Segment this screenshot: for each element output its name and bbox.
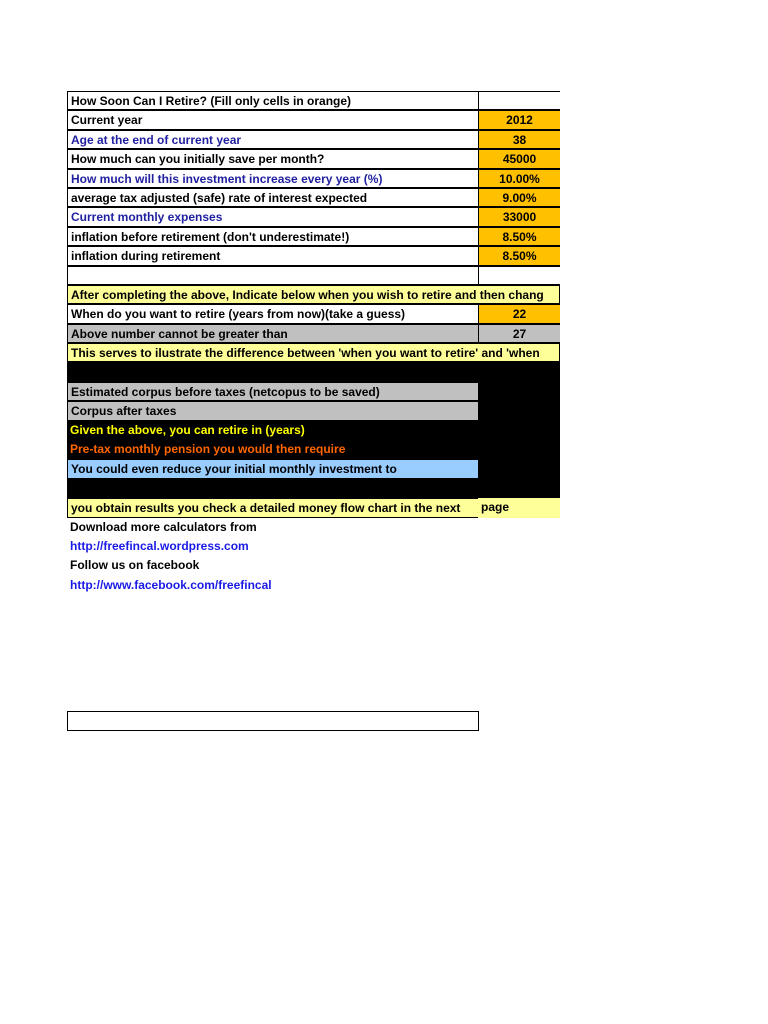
pension-label: Pre-tax monthly pension you would then require	[67, 440, 479, 459]
monthly-expenses-input[interactable]: 33000	[478, 207, 560, 226]
monthly-expenses-label: Current monthly expenses	[67, 207, 479, 226]
inflation-before-input[interactable]: 8.50%	[478, 227, 560, 246]
follow-row	[67, 556, 560, 575]
black-spacer-row-2	[67, 479, 560, 498]
instruction-row	[67, 285, 560, 304]
result-row-retire-in	[67, 421, 560, 440]
input-row-initial-saving	[67, 149, 560, 168]
title-row	[67, 91, 560, 110]
input-row-interest-rate	[67, 188, 560, 207]
facebook-link[interactable]: http://www.facebook.com/freefincal	[70, 577, 272, 592]
empty-input-box[interactable]	[67, 711, 479, 731]
input-row-investment-increase	[67, 169, 560, 188]
sheet-title: How Soon Can I Retire? (Fill only cells in orange)	[67, 91, 479, 110]
retire-in-label: Given the above, you can retire in (years)	[67, 421, 479, 440]
download-text: Download more calculators from	[70, 519, 257, 534]
corpus-after-tax-label: Corpus after taxes	[67, 401, 479, 420]
max-limit-value: 27	[478, 324, 560, 343]
age-label: Age at the end of current year	[67, 130, 479, 149]
blank-row	[67, 266, 560, 285]
corpus-before-tax-value	[478, 382, 560, 401]
investment-increase-label: How much will this investment increase every year (%)	[67, 169, 479, 188]
black-spacer-row	[67, 362, 560, 381]
inflation-before-label: inflation before retirement (don't underestimate!)	[67, 227, 479, 246]
corpus-before-tax-label: Estimated corpus before taxes (netcopus to be saved)	[67, 382, 479, 401]
title-value-cell[interactable]	[478, 91, 560, 110]
freefincal-website-link[interactable]: http://freefincal.wordpress.com	[70, 538, 249, 553]
result-row-corpus-before-tax	[67, 382, 560, 401]
flow-note-row	[67, 498, 560, 517]
retire-when-row	[67, 304, 560, 323]
investment-increase-input[interactable]: 10.00%	[478, 169, 560, 188]
input-row-monthly-expenses	[67, 207, 560, 226]
blank-value-cell[interactable]	[478, 266, 560, 285]
input-row-inflation-during	[67, 246, 560, 265]
follow-text: Follow us on facebook	[70, 558, 200, 573]
input-row-current-year	[67, 110, 560, 129]
flow-note-right: page	[478, 498, 560, 517]
instruction-note: After completing the above, Indicate below when you wish to retire and then chang	[67, 285, 560, 304]
input-row-age	[67, 130, 560, 149]
corpus-after-tax-value	[478, 401, 560, 420]
download-row	[67, 518, 560, 537]
illustration-note: This serves to ilustrate the difference between 'when you want to retire' and 'when	[67, 343, 560, 362]
max-limit-label: Above number cannot be greater than	[67, 324, 479, 343]
retire-when-label: When do you want to retire (years from now)(take a guess)	[67, 304, 479, 323]
download-link-row	[67, 537, 560, 556]
flow-note-left: you obtain results you check a detailed money flow chart in the next	[67, 498, 479, 517]
result-row-reduce-investment	[67, 459, 560, 478]
pension-value	[478, 440, 560, 459]
reduce-investment-value	[478, 459, 560, 478]
interest-rate-label: average tax adjusted (safe) rate of interest expected	[67, 188, 479, 207]
reduce-investment-label: You could even reduce your initial monthly investment to	[67, 459, 479, 478]
input-row-inflation-before	[67, 227, 560, 246]
result-row-corpus-after-tax	[67, 401, 560, 420]
retirement-calculator-sheet	[67, 91, 560, 595]
initial-saving-input[interactable]: 45000	[478, 149, 560, 168]
interest-rate-input[interactable]: 9.00%	[478, 188, 560, 207]
current-year-label: Current year	[67, 110, 479, 129]
max-limit-row	[67, 324, 560, 343]
age-input[interactable]: 38	[478, 130, 560, 149]
initial-saving-label: How much can you initially save per month?	[67, 149, 479, 168]
result-row-pension	[67, 440, 560, 459]
retire-when-input[interactable]: 22	[478, 304, 560, 323]
illustration-row	[67, 343, 560, 362]
current-year-input[interactable]: 2012	[478, 110, 560, 129]
blank-label-cell[interactable]	[67, 266, 479, 285]
inflation-during-input[interactable]: 8.50%	[478, 246, 560, 265]
facebook-link-row	[67, 576, 560, 595]
retire-in-value	[478, 421, 560, 440]
inflation-during-label: inflation during retirement	[67, 246, 479, 265]
